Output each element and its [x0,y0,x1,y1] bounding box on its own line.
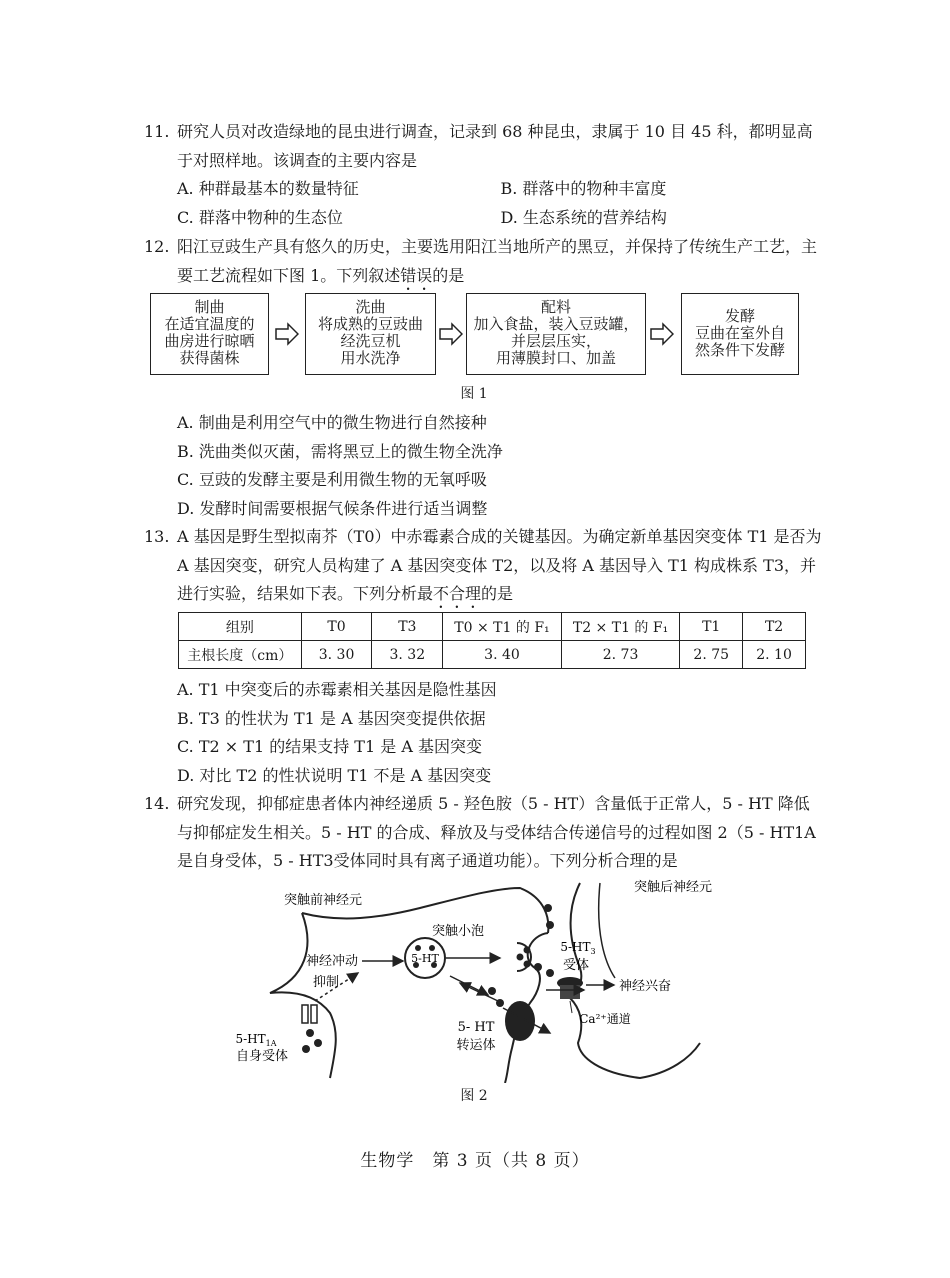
figure-caption: 图 1 [460,386,488,402]
autoreceptor-label-1: $5-HT_{1A}$ [235,1032,277,1048]
page-footer: 生物学 第 3 页（共 8 页） [360,1151,590,1171]
table-header: T3 [372,613,443,641]
question-11 [144,118,824,232]
vesicle-label: 突触小泡 [431,924,485,939]
table-header: T2 × T1 的 F₁ [561,613,680,641]
question-stem: A 基因是野生型拟南芥（T0）中赤霉素合成的关键基因。为确定新单基因突变体 T1 是否为 A 基因突变，研究人员构建了 A 基因突变体 T2，以及将 A 基因导入 T1 构成株系 T3，并进行实验，结果如下表。下列分析最不合理的是 [177,527,822,603]
question-stem: 阳江豆豉生产具有悠久的历史，主要选用阳江当地所产的黑豆，并保持了传统生产工艺，主要工艺流程如下图 1。下列叙述错误的是 [177,237,818,285]
table-cell: 2. 73 [561,641,680,669]
transporter-label-1: 5- HT [457,1020,495,1035]
question-stem: 研究发现，抑郁症患者体内神经递质 5 - 羟色胺（5 - HT）含量低于正常人，5 - HT 降低与抑郁症发生相关。5 - HT 的合成、释放及与受体结合传递信号的过程如图 2（5 - HT1A是自身受体，5 - HT3受体同时具有离子通道功能）。下列分析合理的是 [177,794,816,870]
option-a: A. 制曲是利用空气中的微生物进行自然接种 [177,413,487,432]
right-arrow-icon [650,322,674,346]
step-title: 发酵 [724,307,755,325]
table-row [179,641,806,669]
option-d: D. 发酵时间需要根据气候条件进行适当调整 [177,498,488,518]
table-header: T0 [301,613,372,641]
table-cell: 3. 30 [301,641,372,669]
question-number: 13. [144,527,170,546]
table-header: 组别 [179,613,302,641]
question-stem: 研究人员对改造绿地的昆虫进行调查，记录到 68 种昆虫，隶属于 10 目 45 科，都明显高于对照样地。该调查的主要内容是 [177,122,813,170]
question-number: 12. [144,237,170,256]
options [177,175,824,232]
question-13 [144,523,824,612]
table-cell: 2. 75 [680,641,743,669]
flow-step-1: 制曲 在适宜温度的 曲房进行晾晒 获得菌株 [150,293,269,375]
excitation-label: 神经兴奋 [618,979,672,994]
synapse-diagram [220,873,720,1083]
receptor3-label-1: $5-HT_3$ [560,940,596,956]
question-number: 11. [144,122,170,141]
option-d: D. 对比 T2 的性状说明 T1 不是 A 基因突变 [177,765,492,785]
table-cell: 3. 40 [443,641,562,669]
right-arrow-icon [439,322,463,346]
flow-step-3: 配料 加入食盐，装入豆豉罐， 并层层压实， 用薄膜封口、加盖 [466,293,646,375]
option-b: B. 洗曲类似灭菌，需将黑豆上的微生物全洗净 [177,441,503,461]
autoreceptor-5ht1a [302,1005,308,1023]
impulse-label: 神经冲动 [305,954,359,969]
table-cell: 3. 32 [372,641,443,669]
table-header-row [179,613,806,641]
option-c: C. 豆豉的发酵主要是利用微生物的无氧呼吸 [177,470,487,489]
right-arrow-icon [275,322,299,346]
question-number: 14. [144,794,170,813]
emphasis-word: 不合理 [433,584,482,603]
inhibit-label: 抑制 [312,975,340,990]
option-b: B. 群落中的物种丰富度 [500,179,667,198]
postsynaptic-label: 突触后神经元 [633,880,713,895]
flow-step-2: 洗曲 将成熟的豆豉曲 经洗豆机 用水洗净 [305,293,436,375]
emphasis-word: 错误 [400,265,433,285]
question-12-options [144,409,824,523]
autoreceptor-label-2: 自身受体 [235,1049,289,1064]
results-table [178,612,806,669]
option-d: D. 生态系统的营养结构 [500,207,667,227]
channel-label: Ca²⁺通道 [579,1012,631,1026]
table-header: T2 [743,613,806,641]
transporter-5ht [505,1001,535,1041]
option-c: C. T2 × T1 的结果支持 T1 是 A 基因突变 [177,737,482,756]
table-cell: 2. 10 [743,641,806,669]
process-flowchart [150,293,800,377]
option-b: B. T3 的性状为 T1 是 A 基因突变提供依据 [177,708,486,728]
presynaptic-label: 突触前神经元 [283,893,363,908]
question-12 [144,233,824,294]
table-cell: 主根长度（cm） [179,641,302,669]
receptor3-label-2: 受体 [562,958,590,973]
transporter-label-2: 转运体 [456,1038,496,1053]
vesicle-content-label: 5-HT [411,952,439,965]
table-header: T1 [680,613,743,641]
step-title: 配料 [540,298,571,316]
question-14 [144,790,824,876]
option-a: A. 种群最基本的数量特征 [177,179,359,198]
figure-caption: 图 2 [460,1088,488,1104]
option-c: C. 群落中物种的生态位 [177,207,343,227]
question-13-options [144,676,824,790]
flow-step-4: 发酵 豆曲在室外自 然条件下发酵 [681,293,799,375]
table-header: T0 × T1 的 F₁ [443,613,562,641]
step-title: 制曲 [194,298,225,316]
step-title: 洗曲 [355,298,386,316]
option-a: A. T1 中突变后的赤霉素相关基因是隐性基因 [177,680,497,699]
